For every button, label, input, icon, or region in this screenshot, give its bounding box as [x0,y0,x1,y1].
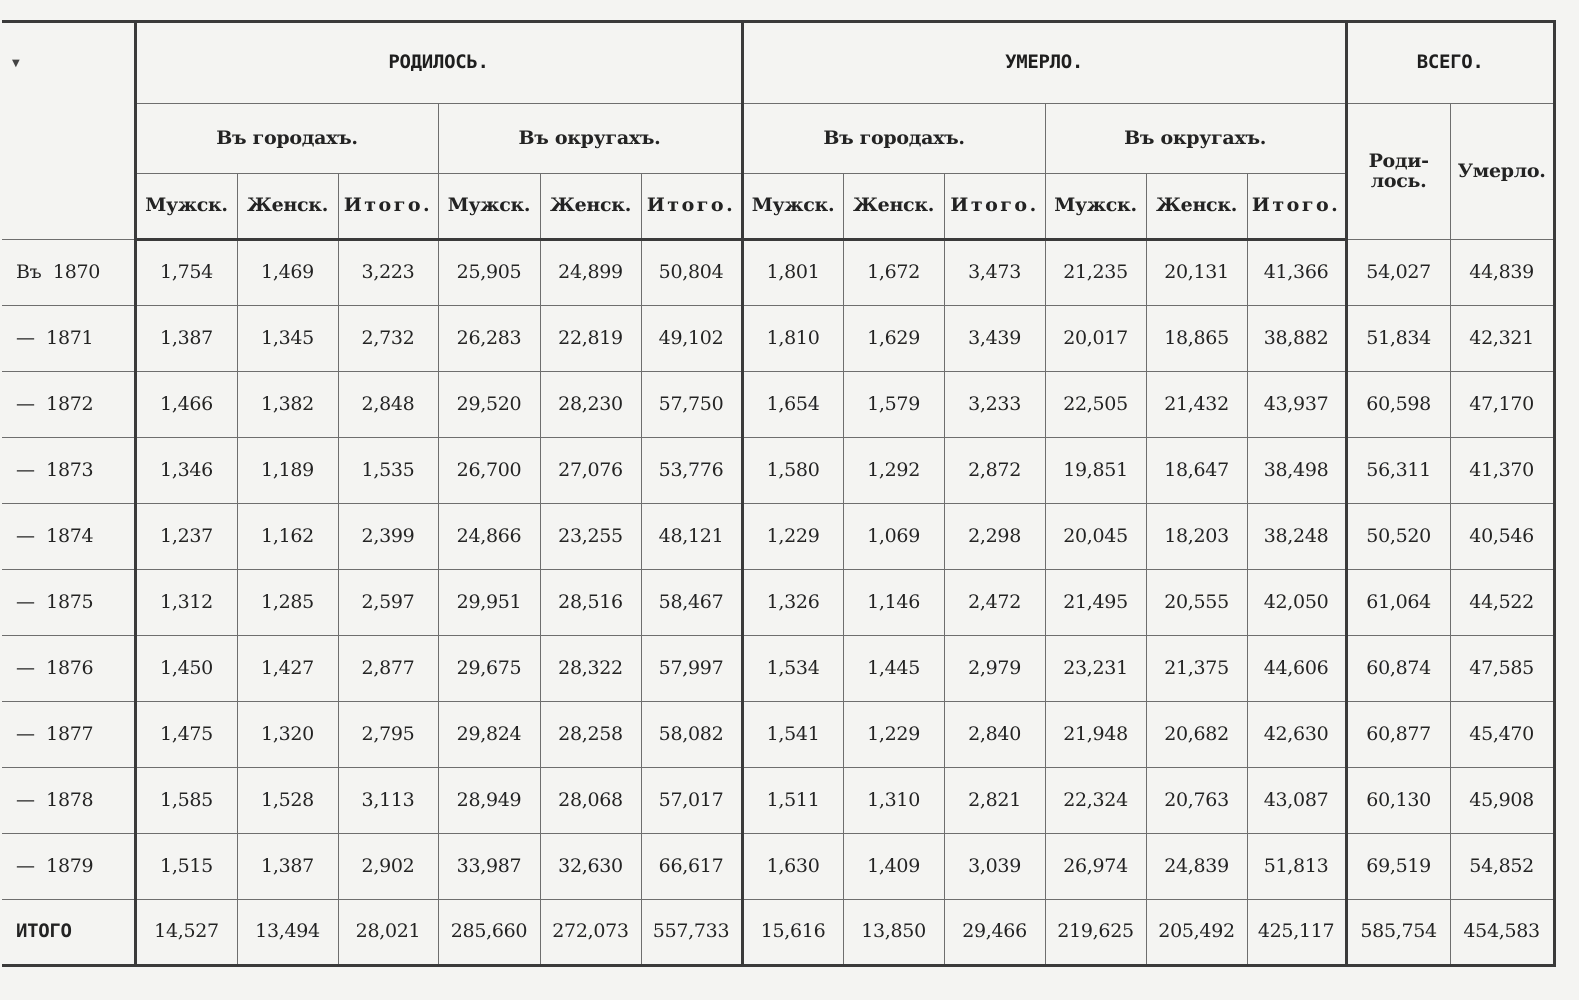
born-cities-female-header: Женск. [237,174,338,240]
table-cell: 29,675 [438,636,540,702]
table-cell: 2,795 [338,702,438,768]
table-row [2,504,1554,570]
total-row-label: ИТОГО [2,900,135,966]
year-label: — 1872 [2,372,135,438]
table-cell: 1,475 [135,702,237,768]
table-cell: 23,255 [540,504,641,570]
table-cell: 21,495 [1045,570,1146,636]
died-districts-subtotal-header: Итого. [1247,174,1346,240]
table-cell: 1,162 [237,504,338,570]
born-districts-male-header: Мужск. [438,174,540,240]
table-cell: 60,130 [1346,768,1450,834]
died-cities-subtotal-header: Итого. [944,174,1045,240]
table-cell: 1,427 [237,636,338,702]
table-cell: 22,324 [1045,768,1146,834]
born-districts-subtotal-header: Итого. [641,174,742,240]
table-cell: 69,519 [1346,834,1450,900]
table-cell: 1,409 [843,834,944,900]
total-cell: 285,660 [438,900,540,966]
vital-statistics-table [2,20,1556,967]
table-cell: 29,520 [438,372,540,438]
table-cell: 51,834 [1346,306,1450,372]
table-cell: 1,629 [843,306,944,372]
table-cell: 1,528 [237,768,338,834]
table-cell: 2,597 [338,570,438,636]
page-mark-icon: ▼ [12,58,20,69]
table-cell: 1,469 [237,240,338,306]
year-label: Въ 1870 [2,240,135,306]
table-cell: 1,069 [843,504,944,570]
header-row-1 [2,22,1554,104]
table-cell: 26,974 [1045,834,1146,900]
table-cell: 20,131 [1146,240,1247,306]
table-cell: 2,298 [944,504,1045,570]
total-cell: 28,021 [338,900,438,966]
table-cell: 3,473 [944,240,1045,306]
table-cell: 1,146 [843,570,944,636]
table-cell: 42,630 [1247,702,1346,768]
table-cell: 50,804 [641,240,742,306]
table-cell: 1,754 [135,240,237,306]
table-cell: 57,750 [641,372,742,438]
born-districts-female-header: Женск. [540,174,641,240]
born-districts-header: Въ округахъ. [438,104,742,174]
table-cell: 1,346 [135,438,237,504]
table-cell: 44,839 [1450,240,1554,306]
table-cell: 21,948 [1045,702,1146,768]
table-cell: 1,229 [843,702,944,768]
total-cell: 15,616 [742,900,843,966]
table-cell: 1,450 [135,636,237,702]
table-cell: 38,882 [1247,306,1346,372]
table-cell: 27,076 [540,438,641,504]
total-cell: 272,073 [540,900,641,966]
table-cell: 2,848 [338,372,438,438]
table-cell: 43,937 [1247,372,1346,438]
table-cell: 51,813 [1247,834,1346,900]
total-row [2,900,1554,966]
corner-cell [2,22,135,240]
table-cell: 41,370 [1450,438,1554,504]
table-cell: 18,865 [1146,306,1247,372]
died-districts-female-header: Женск. [1146,174,1247,240]
total-died-header: Умерло. [1450,104,1554,240]
table-cell: 45,470 [1450,702,1554,768]
table-cell: 28,258 [540,702,641,768]
table-cell: 2,472 [944,570,1045,636]
table-cell: 1,580 [742,438,843,504]
table-cell: 60,874 [1346,636,1450,702]
died-districts-header: Въ округахъ. [1045,104,1346,174]
year-label: — 1874 [2,504,135,570]
table-cell: 3,223 [338,240,438,306]
table-cell: 28,949 [438,768,540,834]
table-cell: 1,387 [135,306,237,372]
table-cell: 3,113 [338,768,438,834]
table-row [2,636,1554,702]
table-cell: 20,682 [1146,702,1247,768]
born-cities-male-header: Мужск. [135,174,237,240]
table-cell: 57,997 [641,636,742,702]
table-cell: 28,516 [540,570,641,636]
table-cell: 29,951 [438,570,540,636]
table-cell: 1,515 [135,834,237,900]
header-row-3 [2,174,1554,240]
table-cell: 22,819 [540,306,641,372]
table-cell: 18,203 [1146,504,1247,570]
table-cell: 53,776 [641,438,742,504]
table-cell: 50,520 [1346,504,1450,570]
died-header: УМЕРЛО. [742,22,1346,104]
table-cell: 1,466 [135,372,237,438]
table-cell: 42,050 [1247,570,1346,636]
table-cell: 38,498 [1247,438,1346,504]
year-label: — 1875 [2,570,135,636]
died-cities-female-header: Женск. [843,174,944,240]
total-cell: 454,583 [1450,900,1554,966]
header-row-2 [2,104,1554,174]
table-cell: 2,732 [338,306,438,372]
born-cities-header: Въ городахъ. [135,104,438,174]
table-row [2,372,1554,438]
total-cell: 13,850 [843,900,944,966]
table-cell: 2,902 [338,834,438,900]
table-cell: 32,630 [540,834,641,900]
total-cell: 585,754 [1346,900,1450,966]
table-cell: 1,237 [135,504,237,570]
year-label: — 1877 [2,702,135,768]
table-cell: 1,285 [237,570,338,636]
table-row [2,768,1554,834]
table-cell: 1,189 [237,438,338,504]
table-cell: 44,522 [1450,570,1554,636]
table-cell: 58,467 [641,570,742,636]
table-row [2,702,1554,768]
table-cell: 29,824 [438,702,540,768]
table-cell: 20,555 [1146,570,1247,636]
table-cell: 20,045 [1045,504,1146,570]
table-cell: 1,292 [843,438,944,504]
table-cell: 1,326 [742,570,843,636]
year-label: — 1871 [2,306,135,372]
table-cell: 21,432 [1146,372,1247,438]
table-cell: 42,321 [1450,306,1554,372]
table-cell: 24,866 [438,504,540,570]
table-body [2,240,1554,966]
table-cell: 66,617 [641,834,742,900]
table-cell: 1,672 [843,240,944,306]
table-cell: 1,579 [843,372,944,438]
table-cell: 2,877 [338,636,438,702]
table-cell: 1,801 [742,240,843,306]
table-cell: 45,908 [1450,768,1554,834]
table-cell: 1,382 [237,372,338,438]
table-cell: 47,585 [1450,636,1554,702]
table-cell: 3,233 [944,372,1045,438]
table-cell: 60,877 [1346,702,1450,768]
table-cell: 1,511 [742,768,843,834]
table-cell: 1,387 [237,834,338,900]
table-cell: 24,839 [1146,834,1247,900]
table-cell: 1,445 [843,636,944,702]
table-cell: 61,064 [1346,570,1450,636]
table-cell: 1,630 [742,834,843,900]
total-cell: 219,625 [1045,900,1146,966]
table-cell: 25,905 [438,240,540,306]
table-cell: 21,375 [1146,636,1247,702]
table-cell: 1,345 [237,306,338,372]
total-cell: 557,733 [641,900,742,966]
table-cell: 26,700 [438,438,540,504]
table-cell: 3,039 [944,834,1045,900]
table-cell: 1,585 [135,768,237,834]
table-cell: 2,821 [944,768,1045,834]
table-row [2,306,1554,372]
died-cities-header: Въ городахъ. [742,104,1045,174]
table-cell: 44,606 [1247,636,1346,702]
total-cell: 29,466 [944,900,1045,966]
table-cell: 56,311 [1346,438,1450,504]
table-cell: 18,647 [1146,438,1247,504]
table-row [2,438,1554,504]
table-cell: 28,322 [540,636,641,702]
total-cell: 425,117 [1247,900,1346,966]
table-cell: 1,654 [742,372,843,438]
total-cell: 13,494 [237,900,338,966]
died-districts-male-header: Мужск. [1045,174,1146,240]
year-label: — 1879 [2,834,135,900]
table-cell: 40,546 [1450,504,1554,570]
table-cell: 1,535 [338,438,438,504]
born-header: РОДИЛОСЬ. [135,22,742,104]
total-born-header: Роди- лось. [1346,104,1450,240]
table-row [2,570,1554,636]
year-label: — 1878 [2,768,135,834]
table-cell: 2,979 [944,636,1045,702]
table-cell: 3,439 [944,306,1045,372]
table-row [2,240,1554,306]
died-cities-male-header: Мужск. [742,174,843,240]
table-cell: 1,312 [135,570,237,636]
table-cell: 1,310 [843,768,944,834]
total-header: ВСЕГО. [1346,22,1554,104]
total-cell: 14,527 [135,900,237,966]
table-cell: 26,283 [438,306,540,372]
table-cell: 1,810 [742,306,843,372]
table-cell: 54,027 [1346,240,1450,306]
table-cell: 58,082 [641,702,742,768]
table-cell: 2,872 [944,438,1045,504]
table-cell: 1,541 [742,702,843,768]
total-cell: 205,492 [1146,900,1247,966]
table-cell: 23,231 [1045,636,1146,702]
table-cell: 47,170 [1450,372,1554,438]
table-cell: 54,852 [1450,834,1554,900]
table-cell: 28,068 [540,768,641,834]
table-cell: 60,598 [1346,372,1450,438]
table-cell: 1,320 [237,702,338,768]
table-cell: 20,763 [1146,768,1247,834]
table-cell: 22,505 [1045,372,1146,438]
table-cell: 1,534 [742,636,843,702]
table-cell: 57,017 [641,768,742,834]
table-cell: 33,987 [438,834,540,900]
born-cities-subtotal-header: Итого. [338,174,438,240]
table-cell: 43,087 [1247,768,1346,834]
table-cell: 21,235 [1045,240,1146,306]
table-cell: 49,102 [641,306,742,372]
table-cell: 2,399 [338,504,438,570]
table-row [2,834,1554,900]
table-cell: 20,017 [1045,306,1146,372]
table-cell: 19,851 [1045,438,1146,504]
year-label: — 1873 [2,438,135,504]
year-label: — 1876 [2,636,135,702]
table-cell: 38,248 [1247,504,1346,570]
table-cell: 24,899 [540,240,641,306]
table-cell: 48,121 [641,504,742,570]
table-cell: 1,229 [742,504,843,570]
table-cell: 28,230 [540,372,641,438]
table-cell: 2,840 [944,702,1045,768]
table-cell: 41,366 [1247,240,1346,306]
